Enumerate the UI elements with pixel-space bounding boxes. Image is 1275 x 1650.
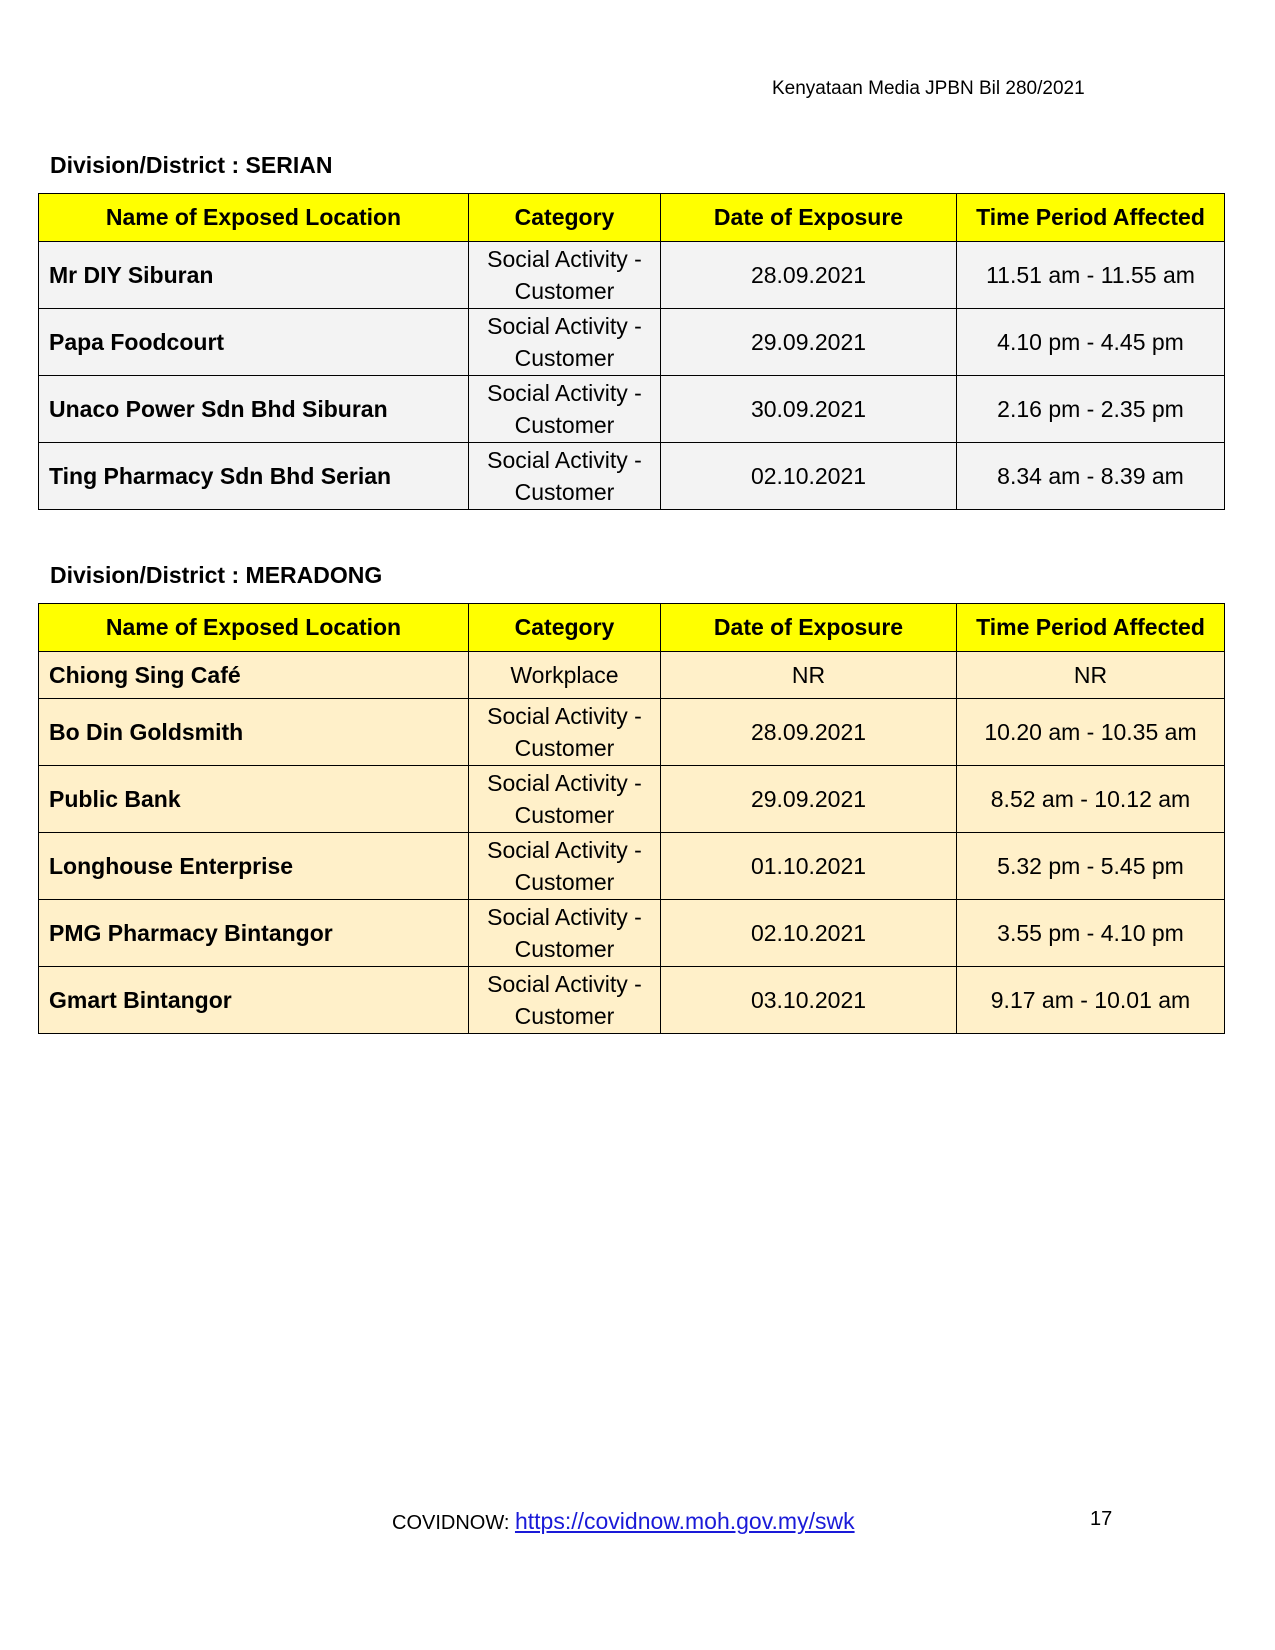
location-cell: Chiong Sing Café bbox=[39, 652, 469, 699]
column-header-date: Date of Exposure bbox=[661, 604, 957, 652]
table-header-row bbox=[39, 194, 1225, 242]
category-line: Social Activity - bbox=[487, 313, 642, 339]
time-cell: 8.34 am - 8.39 am bbox=[957, 443, 1225, 510]
footer-label: COVIDNOW: bbox=[392, 1512, 515, 1534]
page-number: 17 bbox=[1090, 1508, 1113, 1530]
covidnow-link[interactable]: https://covidnow.moh.gov.my/swk bbox=[514, 1508, 855, 1534]
location-cell: PMG Pharmacy Bintangor bbox=[39, 900, 469, 967]
table-row bbox=[39, 967, 1225, 1034]
location-cell: Bo Din Goldsmith bbox=[39, 699, 469, 766]
time-cell: 5.32 pm - 5.45 pm bbox=[957, 833, 1225, 900]
category-line: Customer bbox=[514, 278, 615, 304]
table-row bbox=[39, 766, 1225, 833]
table-row bbox=[39, 900, 1225, 967]
table-row bbox=[39, 833, 1225, 900]
exposure-table-meradong bbox=[38, 603, 1225, 1034]
category-cell bbox=[469, 443, 661, 510]
category-line: Social Activity - bbox=[487, 380, 642, 406]
table-body bbox=[39, 242, 1225, 510]
category-cell bbox=[469, 652, 661, 699]
category-cell bbox=[469, 376, 661, 443]
column-header-date: Date of Exposure bbox=[661, 194, 957, 242]
heading-label: Division/District : bbox=[50, 152, 246, 178]
category-cell bbox=[469, 900, 661, 967]
date-cell: 29.09.2021 bbox=[661, 766, 957, 833]
category-line: Customer bbox=[514, 936, 615, 962]
table-row bbox=[39, 652, 1225, 699]
time-cell: 8.52 am - 10.12 am bbox=[957, 766, 1225, 833]
date-cell: NR bbox=[661, 652, 957, 699]
column-header-location: Name of Exposed Location bbox=[39, 194, 469, 242]
section-heading-meradong bbox=[50, 562, 382, 589]
column-header-time: Time Period Affected bbox=[957, 194, 1225, 242]
category-line: Social Activity - bbox=[487, 447, 642, 473]
date-cell: 03.10.2021 bbox=[661, 967, 957, 1034]
category-line: Customer bbox=[514, 479, 615, 505]
category-line: Customer bbox=[514, 869, 615, 895]
date-cell: 28.09.2021 bbox=[661, 699, 957, 766]
category-cell bbox=[469, 309, 661, 376]
column-header-category: Category bbox=[469, 194, 661, 242]
table-row bbox=[39, 376, 1225, 443]
column-header-time: Time Period Affected bbox=[957, 604, 1225, 652]
category-line: Customer bbox=[514, 802, 615, 828]
column-header-location: Name of Exposed Location bbox=[39, 604, 469, 652]
district-name: SERIAN bbox=[245, 152, 333, 178]
time-cell: 9.17 am - 10.01 am bbox=[957, 967, 1225, 1034]
table-row bbox=[39, 309, 1225, 376]
time-cell: 11.51 am - 11.55 am bbox=[957, 242, 1225, 309]
location-cell: Gmart Bintangor bbox=[39, 967, 469, 1034]
time-cell: NR bbox=[957, 652, 1225, 699]
location-cell: Longhouse Enterprise bbox=[39, 833, 469, 900]
table-row bbox=[39, 699, 1225, 766]
time-cell: 10.20 am - 10.35 am bbox=[957, 699, 1225, 766]
category-line: Workplace bbox=[510, 662, 619, 688]
location-cell: Ting Pharmacy Sdn Bhd Serian bbox=[39, 443, 469, 510]
category-cell bbox=[469, 766, 661, 833]
category-line: Social Activity - bbox=[487, 904, 642, 930]
category-cell bbox=[469, 833, 661, 900]
heading-label: Division/District : bbox=[50, 562, 246, 588]
table-body bbox=[39, 652, 1225, 1034]
category-line: Social Activity - bbox=[487, 770, 642, 796]
location-cell: Mr DIY Siburan bbox=[39, 242, 469, 309]
table-row bbox=[39, 443, 1225, 510]
category-line: Social Activity - bbox=[487, 971, 642, 997]
category-line: Customer bbox=[514, 1003, 615, 1029]
category-cell bbox=[469, 699, 661, 766]
document-reference: Kenyataan Media JPBN Bil 280/2021 bbox=[772, 78, 1085, 99]
category-line: Social Activity - bbox=[487, 246, 642, 272]
location-cell: Public Bank bbox=[39, 766, 469, 833]
date-cell: 01.10.2021 bbox=[661, 833, 957, 900]
date-cell: 30.09.2021 bbox=[661, 376, 957, 443]
date-cell: 02.10.2021 bbox=[661, 900, 957, 967]
table-row bbox=[39, 242, 1225, 309]
location-cell: Unaco Power Sdn Bhd Siburan bbox=[39, 376, 469, 443]
category-cell bbox=[469, 242, 661, 309]
time-cell: 3.55 pm - 4.10 pm bbox=[957, 900, 1225, 967]
table-header-row bbox=[39, 604, 1225, 652]
exposure-table-serian bbox=[38, 193, 1225, 510]
date-cell: 29.09.2021 bbox=[661, 309, 957, 376]
date-cell: 02.10.2021 bbox=[661, 443, 957, 510]
category-line: Social Activity - bbox=[487, 837, 642, 863]
category-cell bbox=[469, 967, 661, 1034]
time-cell: 2.16 pm - 2.35 pm bbox=[957, 376, 1225, 443]
footer bbox=[392, 1508, 855, 1535]
category-line: Social Activity - bbox=[487, 703, 642, 729]
date-cell: 28.09.2021 bbox=[661, 242, 957, 309]
time-cell: 4.10 pm - 4.45 pm bbox=[957, 309, 1225, 376]
column-header-category: Category bbox=[469, 604, 661, 652]
category-line: Customer bbox=[514, 345, 615, 371]
section-heading-serian bbox=[50, 152, 332, 179]
category-line: Customer bbox=[514, 735, 615, 761]
category-line: Customer bbox=[514, 412, 615, 438]
district-name: MERADONG bbox=[245, 562, 383, 588]
location-cell: Papa Foodcourt bbox=[39, 309, 469, 376]
